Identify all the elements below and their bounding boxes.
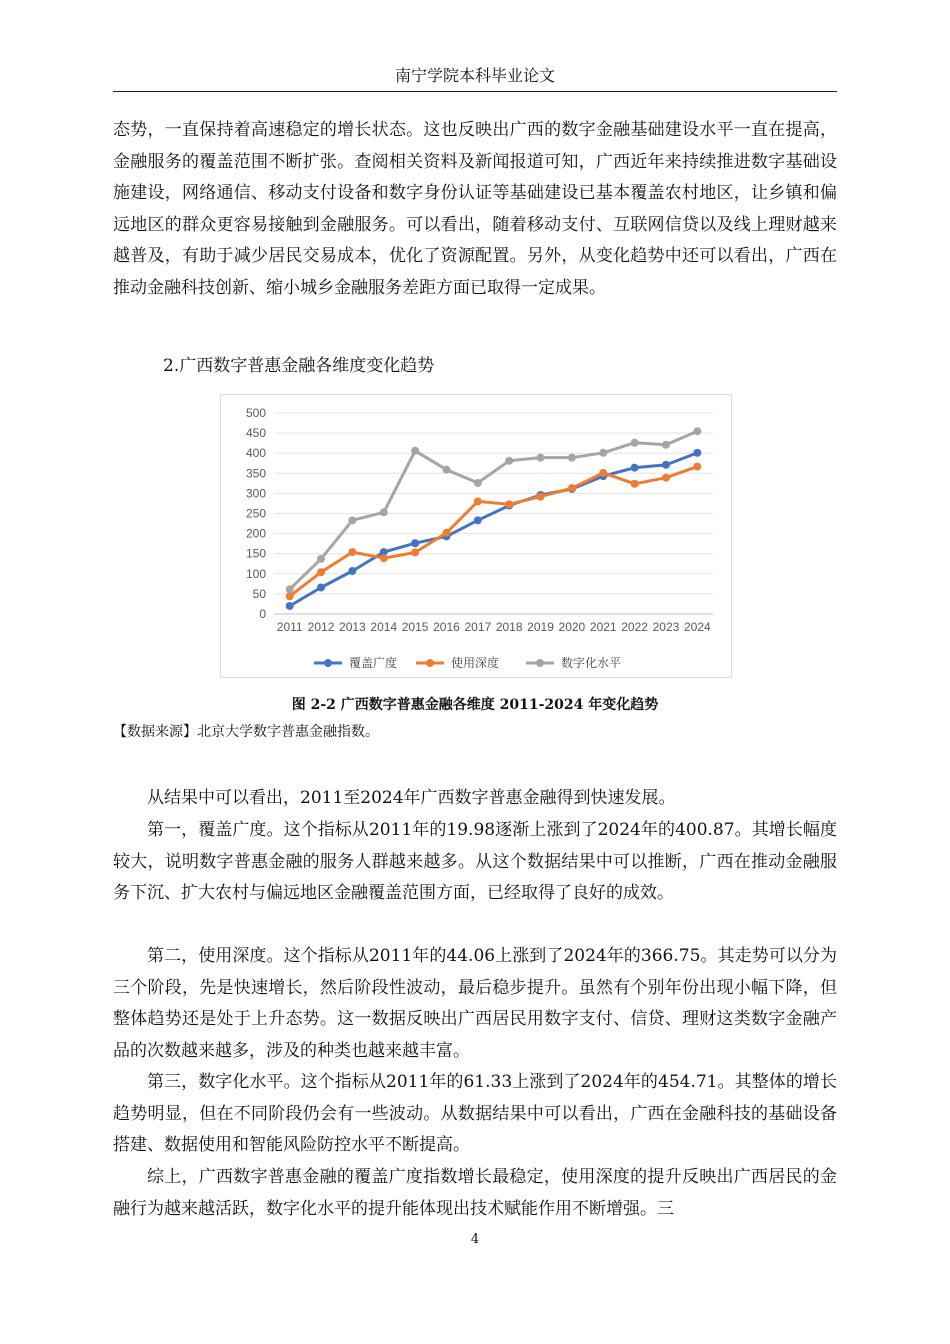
data-point <box>380 508 388 516</box>
data-point <box>631 480 639 488</box>
data-point <box>537 454 545 462</box>
data-point <box>693 463 701 471</box>
page-number: 4 <box>470 1232 480 1247</box>
data-point <box>442 466 450 474</box>
data-point <box>693 449 701 457</box>
data-point <box>411 447 419 455</box>
paragraph-4: 第二，使用深度。这个指标从2011年的44.06上涨到了2024年的366.75。其走势可以分为三个阶段，先是快速增长，然后阶段性波动，最后稳步提升。虽然有个别年份出现小幅下降，但整体趋势还是处于上升态势。这一数据反映出广西居民用数字支付、信贷、理财这类数字金融产品的次数越来越多，涉及的种类也越来越丰富。 <box>113 946 837 1061</box>
data-point <box>442 529 450 537</box>
data-point <box>474 516 482 524</box>
y-tick-label: 400 <box>245 446 266 461</box>
data-point <box>537 493 545 501</box>
paragraph-1: 态势，一直保持着高速稳定的增长状态。这也反映出广西的数字金融基础建设水平一直在提高，金融服务的覆盖范围不断扩张。查阅相关资料及新闻报道可知，广西近年来持续推进数字基础设施建设，网络通信、移动支付设备和数字身份认证等基础建设已基本覆盖农村地区，让乡镇和偏远地区的群众更容易接触到金融服务。可以看出，随着移动支付、互联网信贷以及线上理财越来越普及，有助于减少居民交易成本，优化了资源配置。另外，从变化趋势中还可以看出，广西在推动金融科技创新、缩小城乡金融服务差距方面已取得一定成果。 <box>113 120 837 298</box>
y-tick-label: 500 <box>245 406 266 420</box>
data-source-note: 【数据来源】北京大学数字普惠金融指数。 <box>113 724 379 740</box>
header-rule <box>113 91 837 92</box>
data-point <box>380 554 388 562</box>
x-tick-label: 2024 <box>683 620 711 634</box>
chart-svg <box>221 395 731 677</box>
data-point <box>348 548 356 556</box>
x-tick-label: 2020 <box>558 620 586 634</box>
y-tick-label: 50 <box>252 586 266 601</box>
x-tick-label: 2019 <box>527 620 554 634</box>
data-point <box>317 555 325 563</box>
y-tick-label: 200 <box>245 526 266 541</box>
data-point <box>599 469 607 477</box>
paragraph-3: 第一，覆盖广度。这个指标从2011年的19.98逐渐上涨到了2024年的400.87。其增长幅度较大，说明数字普惠金融的服务人群越来越多。从这个数据结果中可以推断，广西在推动金融服务下沉、扩大农村与偏远地区金融覆盖范围方面，已经取得了良好的成效。 <box>113 820 837 903</box>
paragraph-6: 综上，广西数字普惠金融的覆盖广度指数增长最稳定，使用深度的提升反映出广西居民的金融行为越来越活跃，数字化水平的提升能体现出技术赋能作用不断增强。三 <box>113 1167 837 1219</box>
x-tick-label: 2014 <box>370 620 398 634</box>
x-tick-label: 2013 <box>339 620 366 634</box>
x-tick-label: 2018 <box>495 620 523 634</box>
y-tick-label: 100 <box>245 566 266 581</box>
section-subheading: 2.广西数字普惠金融各维度变化趋势 <box>163 356 435 376</box>
data-point <box>662 474 670 482</box>
legend-label: 数字化水平 <box>561 656 622 670</box>
data-point <box>348 567 356 575</box>
data-point <box>568 484 576 492</box>
x-tick-label: 2015 <box>401 620 429 634</box>
page-header: 南宁学院本科毕业论文 <box>394 66 555 85</box>
data-point <box>693 427 701 435</box>
series-line <box>290 453 698 606</box>
data-point <box>474 497 482 505</box>
paragraph-5: 第三，数字化水平。这个指标从2011年的61.33上涨到了2024年的454.71。其整体的增长趋势明显，但在不同阶段仍会有一些波动。从数据结果中可以看出，广西在金融科技的基础设备搭建、数据使用和智能风险防控水平不断提高。 <box>113 1072 837 1155</box>
x-tick-label: 2021 <box>589 620 617 634</box>
x-tick-label: 2022 <box>621 620 648 634</box>
y-tick-label: 450 <box>245 426 266 441</box>
legend-label: 覆盖广度 <box>349 656 398 670</box>
legend-label: 使用深度 <box>451 656 500 670</box>
x-tick-label: 2017 <box>464 620 492 634</box>
line-chart <box>220 394 732 678</box>
data-point <box>474 479 482 487</box>
data-point <box>599 449 607 457</box>
data-point <box>631 464 639 472</box>
data-point <box>286 585 294 593</box>
data-point <box>348 516 356 524</box>
paragraph-2: 从结果中可以看出，2011至2024年广西数字普惠金融得到快速发展。 <box>147 788 676 808</box>
legend-swatch-marker <box>324 659 332 667</box>
y-tick-label: 250 <box>245 506 266 521</box>
data-point <box>411 548 419 556</box>
data-point <box>411 539 419 547</box>
data-point <box>317 568 325 576</box>
y-tick-label: 0 <box>259 607 266 621</box>
data-point <box>286 602 294 610</box>
data-point <box>631 439 639 447</box>
data-point <box>662 461 670 469</box>
data-point <box>317 583 325 591</box>
y-tick-label: 350 <box>245 466 266 481</box>
x-tick-label: 2016 <box>433 620 460 634</box>
x-tick-label: 2023 <box>652 620 680 634</box>
x-tick-label: 2012 <box>307 620 335 634</box>
data-point <box>662 441 670 449</box>
x-tick-label: 2011 <box>276 620 303 634</box>
legend-swatch-marker <box>426 659 434 667</box>
data-point <box>505 457 513 465</box>
data-point <box>505 500 513 508</box>
figure-caption: 图 2-2 广西数字普惠金融各维度 2011-2024 年变化趋势 <box>291 697 659 713</box>
data-point <box>286 592 294 600</box>
legend-swatch-marker <box>536 659 544 667</box>
data-point <box>568 454 576 462</box>
series-line <box>290 431 698 589</box>
y-tick-label: 150 <box>245 546 266 561</box>
y-tick-label: 300 <box>245 486 266 501</box>
